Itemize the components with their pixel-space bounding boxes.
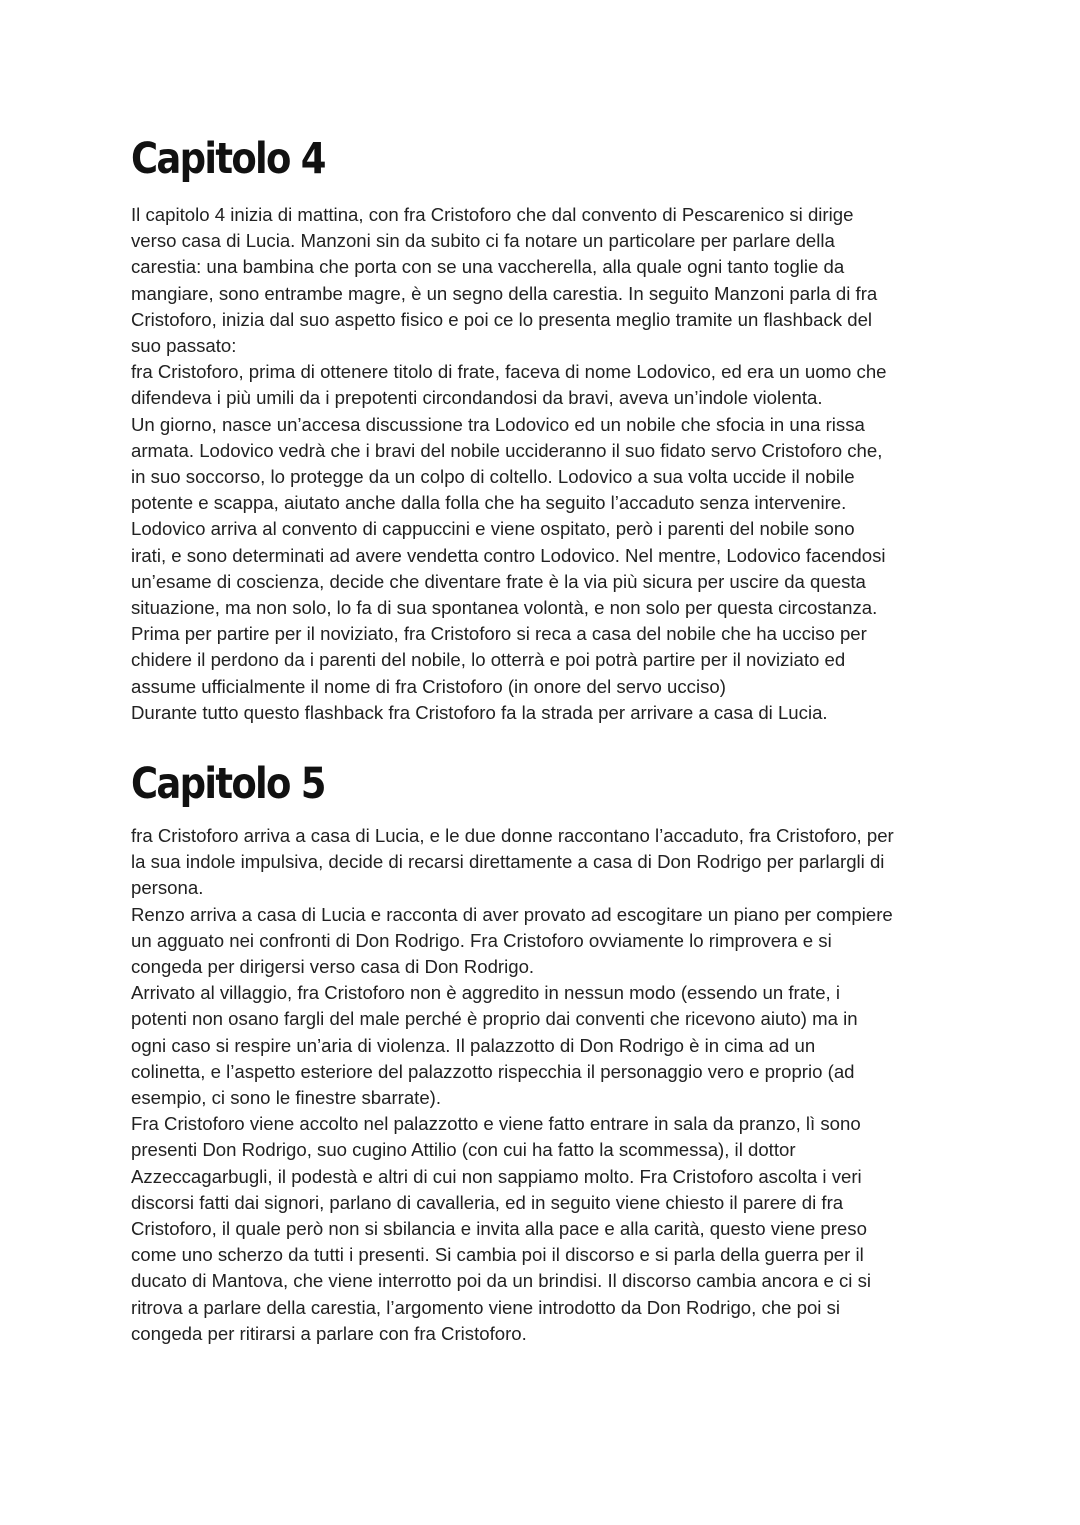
chapter-4-line: Prima per partire per il noviziato, fra Cristoforo si reca a casa del nobile che ha ucciso per [131,623,867,645]
chapter-4-line: Cristoforo, inizia dal suo aspetto fisico e poi ce lo presenta meglio tramite un flashback del [131,308,873,330]
chapter-4-line: assume ufficialmente il nome di fra Cristoforo (in onore del servo ucciso) [131,675,726,697]
chapter-5-line: un agguato nei confronti di Don Rodrigo. Fra Cristoforo ovviamente lo rimprovera e si [131,929,832,951]
chapter-4-line: situazione, ma non solo, lo fa di sua spontanea volontà, e non solo per questa circostanza. [131,597,878,619]
chapter-4-line: potente e scappa, aiutato anche dalla folla che ha seguito l’accaduto senza intervenire. [131,492,847,514]
chapter-5-title: Capitolo 5 [131,759,325,809]
chapter-5-line: Arrivato al villaggio, fra Cristoforo non è aggredito in nessun modo (essendo un frate, i [131,982,841,1004]
chapter-4-line: Il capitolo 4 inizia di mattina, con fra Cristoforo che dal convento di Pescarenico si dirige [131,204,854,225]
chapter-5-line: congeda per dirigersi verso casa di Don Rodrigo. [131,956,535,978]
chapter-4-line: Lodovico arriva al convento di cappuccini e viene ospitato, però i parenti del nobile sono [131,518,855,540]
chapter-5-line: la sua indole impulsiva, decide di recarsi direttamente a casa di Don Rodrigo per parlargli di [131,851,885,873]
chapter-5-line: discorsi fatti dai signori, parlano di cavalleria, ed in seguito viene chiesto il parere di fra [131,1191,844,1213]
chapter-4-line: difendeva i più umili da i prepotenti circondandosi da bravi, aveva un’indole violenta. [131,387,823,409]
chapter-5-line: presenti Don Rodrigo, suo cugino Attilio (con cui ha fatto la scommessa), il dottor [131,1139,796,1161]
chapter-4-line: suo passato: [131,335,237,357]
chapter-4-line: in suo soccorso, lo protegge da un colpo di coltello. Lodovico a sua volta uccide il nobile [131,466,855,488]
chapter-5-line: esempio, ci sono le finestre sbarrate). [131,1087,442,1109]
chapter-4-line: verso casa di Lucia. Manzoni sin da subito ci fa notare un particolare per parlare della [131,230,835,252]
chapter-5-line: Fra Cristoforo viene accolto nel palazzotto e viene fatto entrare in sala da pranzo, lì sono [131,1113,861,1135]
chapter-5-line: colinetta, e l’aspetto esteriore del palazzotto rispecchia il personaggio vero e proprio (ad [131,1060,855,1082]
chapter-4-line: Durante tutto questo flashback fra Cristoforo fa la strada per arrivare a casa di Lucia. [131,701,828,723]
chapter-5-line: ritrova a parlare della carestia, l’argomento viene introdotto da Don Rodrigo, che poi si [131,1296,841,1318]
chapter-4-line: un’esame di coscienza, decide che diventare frate è la via più sicura per uscire da questa [131,570,866,592]
chapter-5-line: persona. [131,877,204,899]
chapter-5-line: congeda per ritirarsi a parlare con fra Cristoforo. [131,1322,527,1344]
chapter-4-line: irati, e sono determinati ad avere vendetta contro Lodovico. Nel mentre, Lodovico facendosi [131,544,886,566]
chapter-5-section [131,755,961,1347]
chapter-4-line: Un giorno, nasce un’accesa discussione tra Lodovico ed un nobile che sfocia in una rissa [131,413,865,435]
chapter-5-line: Cristoforo, il quale però non si sbilancia e invita alla pace e alla carità, questo viene preso [131,1218,867,1240]
chapter-4-line: carestia: una bambina che porta con se una vaccherella, alla quale ogni tanto toglie da [131,256,845,278]
chapter-4-title: Capitolo 4 [131,134,325,184]
chapter-5-body [131,823,961,1347]
chapter-4-body [131,202,961,726]
chapter-5-line: potenti non osano fargli del male perché è proprio dai conventi che ricevono aiuto) ma in [131,1008,858,1030]
chapter-5-line: ogni caso si respire un’aria di violenza. Il palazzotto di Don Rodrigo è in cima ad un [131,1034,816,1056]
chapter-4-section [131,130,961,726]
chapter-5-line: Renzo arriva a casa di Lucia e racconta di aver provato ad escogitare un piano per compiere [131,903,893,925]
chapter-4-line: mangiare, sono entrambe magre, è un segno della carestia. In seguito Manzoni parla di fra [131,282,878,304]
chapter-4-line: chidere il perdono da i parenti del nobile, lo otterrà e poi potrà partire per il noviziato ed [131,649,846,671]
chapter-5-line: ducato di Mantova, che viene interrotto poi da un brindisi. Il discorso cambia ancora e ci si [131,1270,872,1292]
chapter-5-line: Azzeccagarbugli, il podestà e altri di cui non sappiamo molto. Fra Cristoforo ascolta i veri [131,1165,862,1187]
chapter-4-line: armata. Lodovico vedrà che i bravi del nobile uccideranno il suo fidato servo Cristoforo che, [131,439,883,461]
chapter-5-line: fra Cristoforo arriva a casa di Lucia, e le due donne raccontano l’accaduto, fra Cristoforo, per [131,825,894,846]
chapter-5-line: come uno scherzo da tutti i presenti. Si cambia poi il discorso e si parla della guerra per il [131,1244,864,1266]
chapter-4-line: fra Cristoforo, prima di ottenere titolo di frate, faceva di nome Lodovico, ed era un uomo che [131,361,887,383]
